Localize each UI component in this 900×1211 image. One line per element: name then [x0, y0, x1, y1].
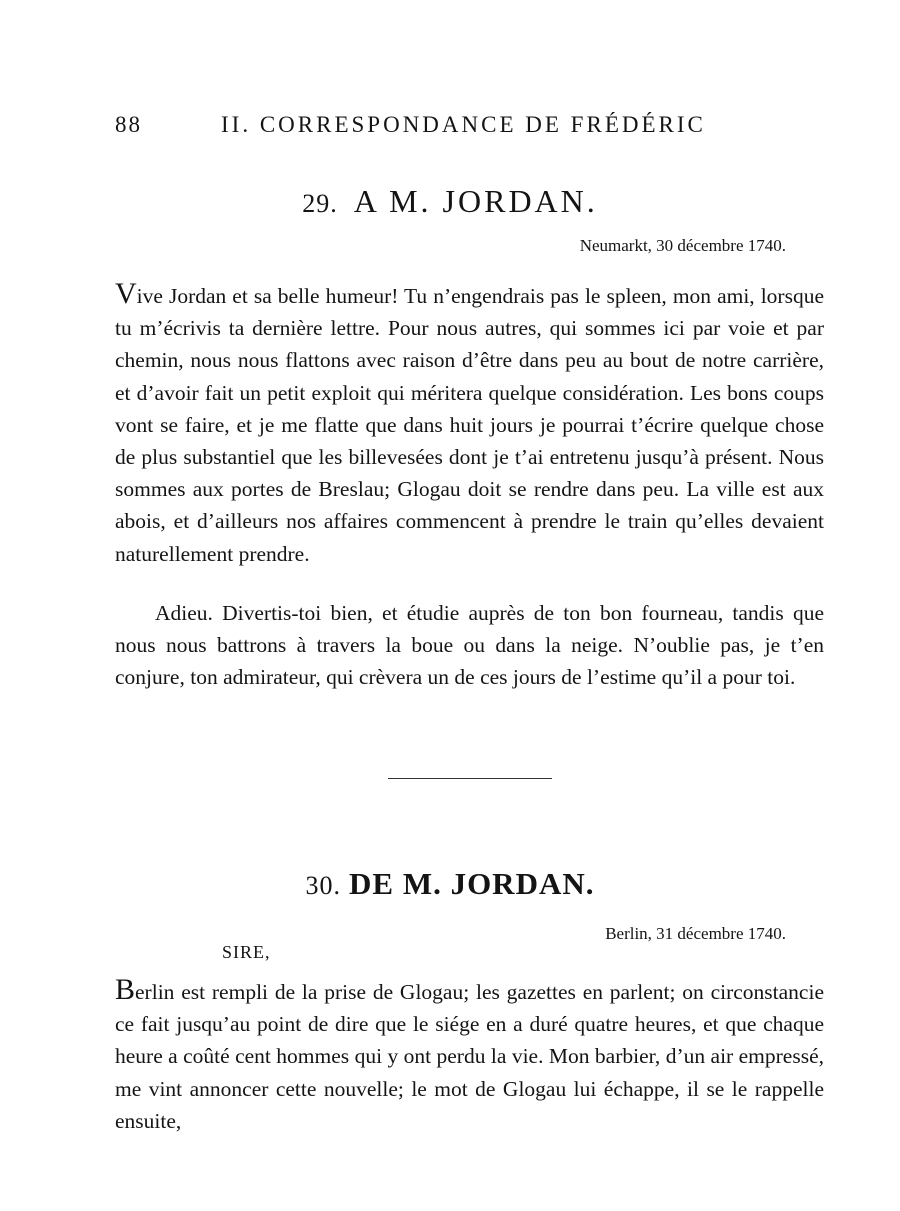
letter-30-paragraph-1-text: erlin est rempli de la prise de Glogau; les gazettes en parlent; on circonstancie ce fait jusqu’au point de dire que le siége en a duré quatre heures, et que chaque heure a coûté cent hommes qui y ont perdu la vie. Mon barbier, d’un air empressé, me vint annoncer cette nouvelle; le mot de Glogau lui échappe, il se le rappelle ensuite,: [115, 980, 824, 1133]
letter-30-heading: [0, 866, 900, 902]
letter-30-dateline: Berlin, 31 décembre 1740.: [605, 924, 786, 943]
letter-29-paragraph-2: Adieu. Divertis-toi bien, et étudie auprès de ton bon fourneau, tandis que nous nous battrons à travers la boue ou dans la neige. N’oublie pas, je t’en conjure, ton admirateur, qui crèvera un de ces jours de l’estime qu’il a pour toi.: [115, 601, 824, 690]
letter-29-title: A M. JORDAN.: [353, 183, 598, 219]
letter-29-dropcap: V: [115, 277, 137, 310]
section-divider: [388, 778, 552, 779]
running-title: II. CORRESPONDANCE DE FRÉDÉRIC: [221, 112, 706, 137]
letter-29-dateline: Neumarkt, 30 décembre 1740.: [579, 236, 786, 255]
letter-30-dropcap: B: [115, 973, 136, 1006]
letter-29-paragraph-1-text: ive Jordan et sa belle humeur! Tu n’engendrais pas le spleen, mon ami, lorsque tu m’écrivis ta dernière lettre. Pour nous autres, qui sommes ici par voie et par chemin, nous nous flattons avec raison d’être dans peu au bout de notre carrière, et d’avoir fait un petit exploit qui méritera quelque considération. Les bons coups vont se faire, et je me flatte que dans huit jours je pourrai t’écrire quelque chose de plus substantiel que les billevesées dont je t’ai entretenu jusqu’à présent. Nous sommes aux portes de Breslau; Glogau doit se rendre dans peu. La ville est aux abois, et d’ailleurs nos affaires commencent à prendre le train qu’elles devaient naturellement prendre.: [115, 284, 824, 566]
letter-30-paragraph-1: [115, 975, 824, 1137]
letter-29-paragraph-1: [115, 279, 824, 570]
letter-30-number: 30.: [305, 871, 341, 900]
letter-29-heading: [0, 183, 900, 220]
running-head: [115, 112, 825, 142]
page-number: 88: [115, 112, 142, 137]
letter-29-number: 29.: [302, 189, 338, 218]
letter-30-salutation: SIRE,: [222, 942, 271, 962]
letter-30-title: DE M. JORDAN.: [349, 866, 595, 901]
